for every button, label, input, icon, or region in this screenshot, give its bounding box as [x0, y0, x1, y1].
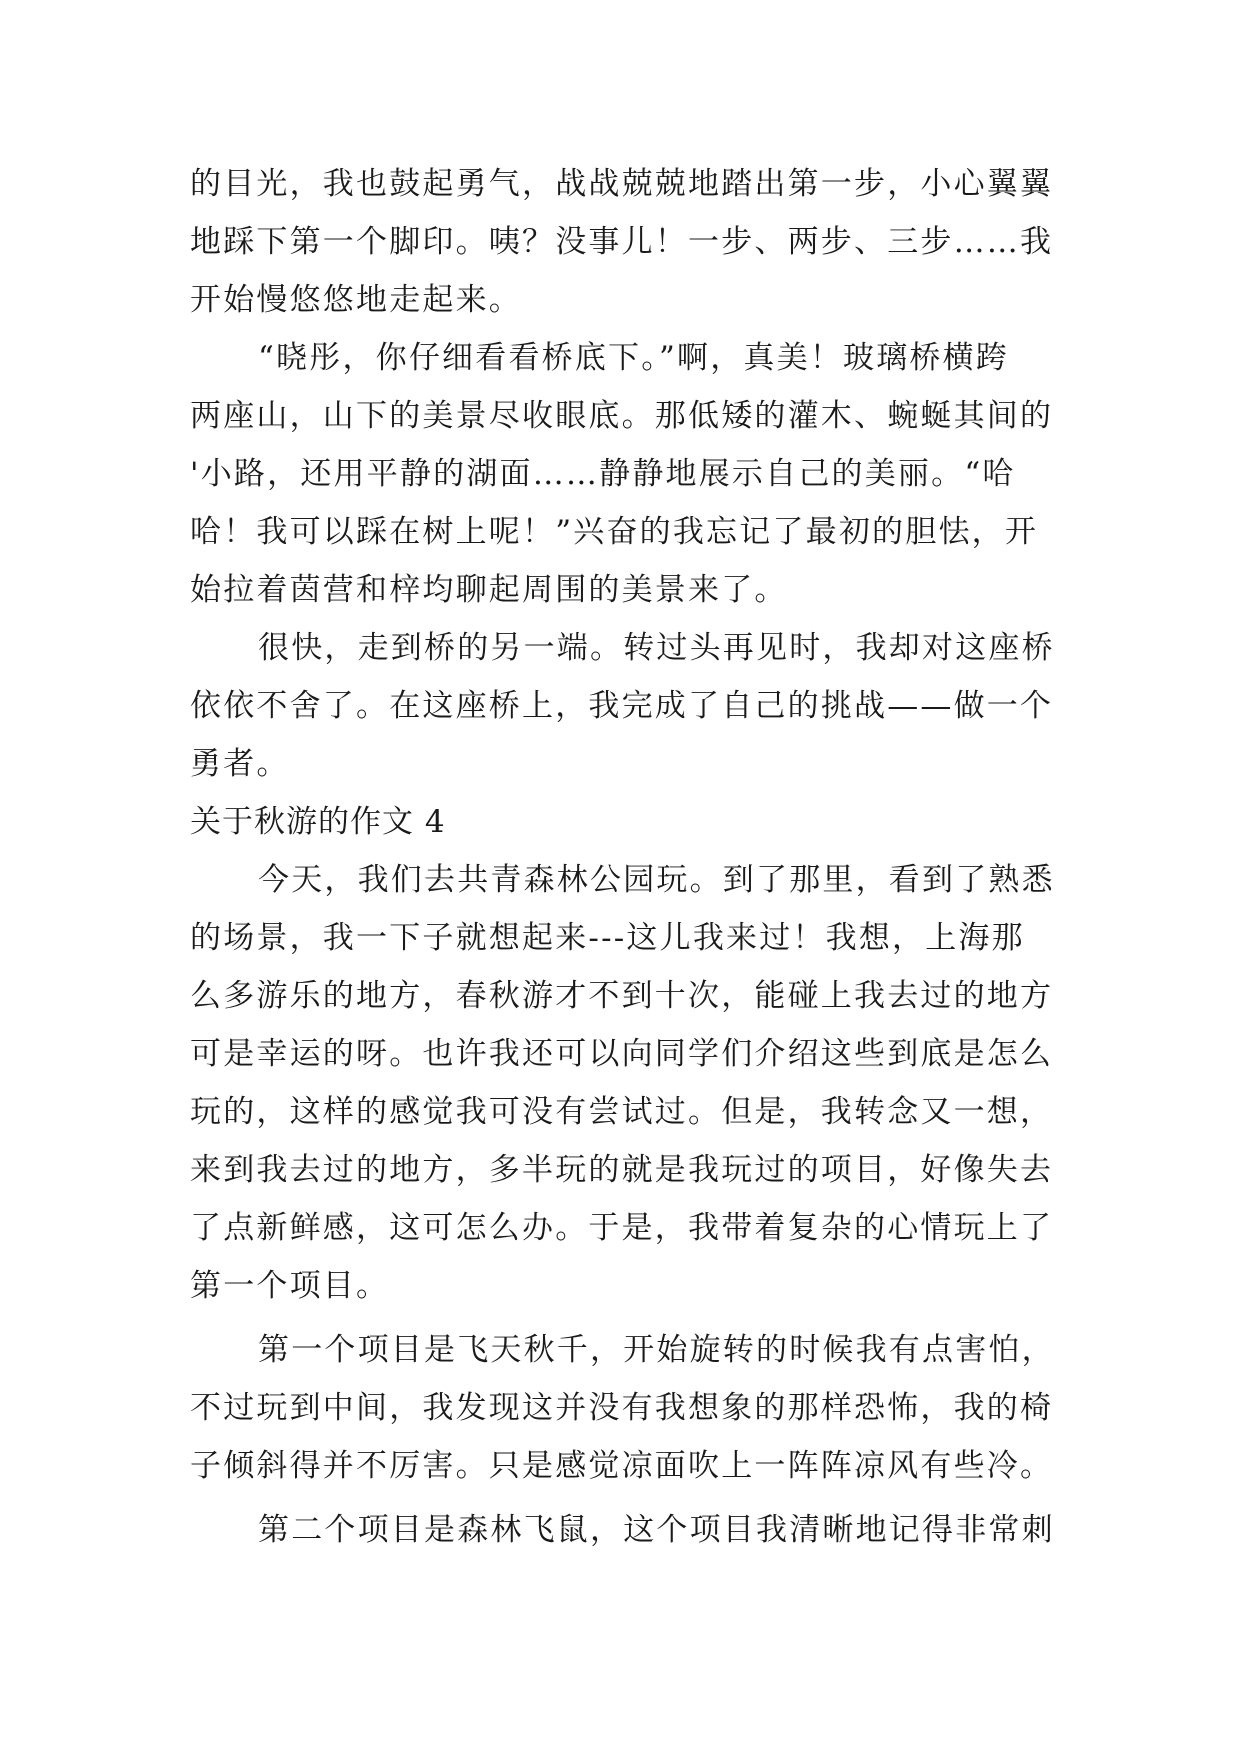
- text-line: 始拉着茵营和梓均聊起周围的美景来了。: [190, 572, 788, 608]
- text-line: 很快，走到桥的另一端。转过头再见时，我却对这座桥: [258, 630, 1055, 666]
- text-line: 么多游乐的地方，春秋游才不到十次，能碰上我去过的地方: [190, 978, 1054, 1014]
- paragraph: [190, 1501, 1055, 1559]
- paragraph: [190, 851, 1055, 1315]
- text-line: '小路，还用平静的湖面……静静地展示自己的美丽。“哈: [190, 456, 1016, 492]
- text-line: 玩的，这样的感觉我可没有尝试过。但是，我转念又一想，: [190, 1094, 1054, 1130]
- text-line: 开始慢悠悠地走起来。: [190, 282, 522, 318]
- text-line: 了点新鲜感，这可怎么办。于是，我带着复杂的心情玩上了: [190, 1210, 1054, 1246]
- text-line: 的场景，我一下子就想起来---这儿我来过！我想，上海那: [190, 920, 1025, 956]
- text-line: 的目光，我也鼓起勇气，战战兢兢地踏出第一步，小心翼翼: [190, 166, 1054, 202]
- text-line: 勇者。: [190, 746, 290, 782]
- text-line: 第二个项目是森林飞鼠，这个项目我清晰地记得非常刺: [258, 1512, 1055, 1548]
- text-line: 两座山，山下的美景尽收眼底。那低矮的灌木、蜿蜒其间的: [190, 398, 1054, 434]
- text-line: 不过玩到中间，我发现这并没有我想象的那样恐怖，我的椅: [190, 1390, 1054, 1426]
- text-line: 可是幸运的呀。也许我还可以向同学们介绍这些到底是怎么: [190, 1036, 1054, 1072]
- text-line: 第一个项目是飞天秋千，开始旋转的时候我有点害怕，: [258, 1332, 1055, 1368]
- paragraph: [190, 1321, 1055, 1495]
- text-line: 地踩下第一个脚印。咦？没事儿！一步、两步、三步……我: [190, 224, 1054, 260]
- paragraph: [190, 329, 1054, 619]
- text-line: 第一个项目。: [190, 1268, 390, 1304]
- text-line: 今天，我们去共青森林公园玩。到了那里，看到了熟悉: [258, 862, 1055, 898]
- text-line: 依依不舍了。在这座桥上，我完成了自己的挑战——做一个: [190, 688, 1054, 724]
- text-line: 子倾斜得并不厉害。只是感觉凉面吹上一阵阵凉风有些冷。: [190, 1448, 1054, 1484]
- section-heading: 关于秋游的作文 4: [190, 804, 446, 840]
- paragraph: [190, 619, 1055, 793]
- text-line: 来到我去过的地方，多半玩的就是我玩过的项目，好像失去: [190, 1152, 1054, 1188]
- text-line: “晓彤，你仔细看看桥底下。”啊，真美！玻璃桥横跨: [258, 340, 1009, 376]
- document-body: [190, 155, 1055, 1559]
- text-line: 哈！我可以踩在树上呢！”兴奋的我忘记了最初的胆怯，开: [190, 514, 1039, 550]
- paragraph: [190, 155, 1054, 329]
